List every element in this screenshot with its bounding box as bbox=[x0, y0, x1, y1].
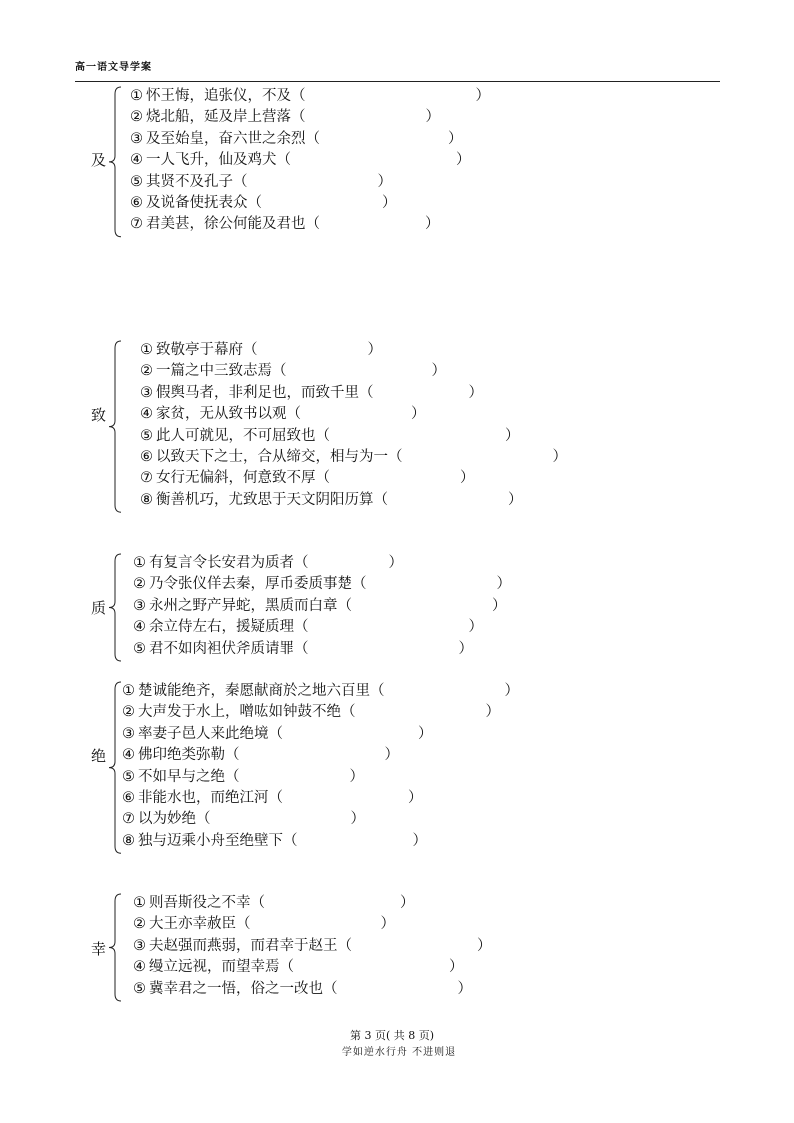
closing-paren: ） bbox=[475, 88, 490, 104]
closing-paren: ） bbox=[468, 384, 483, 401]
closing-paren: ） bbox=[350, 811, 365, 828]
group-character: 绝 bbox=[91, 747, 107, 765]
closing-paren: ） bbox=[380, 916, 395, 933]
item-number: ⑧ bbox=[122, 832, 135, 849]
group-character: 致 bbox=[91, 406, 107, 424]
item-text: 其贤不及孔子（ bbox=[146, 173, 248, 190]
group-character: 及 bbox=[91, 151, 107, 169]
closing-paren: ） bbox=[456, 152, 471, 169]
item-number: ④ bbox=[130, 152, 143, 169]
item-text: 率妻子邑人来此绝境（ bbox=[138, 725, 283, 742]
item-text: 一人飞升，仙及鸡犬（ bbox=[146, 152, 291, 169]
closing-paren: ） bbox=[349, 768, 364, 785]
closing-paren: ） bbox=[418, 725, 433, 742]
closing-paren: ） bbox=[425, 109, 440, 126]
closing-paren: ） bbox=[411, 406, 426, 423]
item-number: ④ bbox=[133, 959, 146, 976]
item-text: 余立侍左右，援疑质理（ bbox=[149, 619, 309, 636]
exercise-item bbox=[133, 596, 511, 617]
exercise-item bbox=[133, 893, 492, 914]
group-character: 质 bbox=[91, 599, 107, 617]
item-text: 独与迈乘小舟至绝壁下（ bbox=[138, 832, 298, 849]
item-number: ⑤ bbox=[122, 768, 135, 785]
item-text: 此人可就见，不可屈致也（ bbox=[156, 427, 330, 444]
item-text: 君不如肉袒伏斧质请罪（ bbox=[149, 640, 309, 657]
exercise-item bbox=[130, 129, 490, 150]
item-text: 有复言令长安君为质者（ bbox=[149, 555, 309, 571]
item-number: ⑤ bbox=[140, 427, 153, 444]
item-number: ⑥ bbox=[140, 448, 153, 465]
closing-paren: ） bbox=[552, 448, 567, 465]
exercise-item bbox=[140, 404, 567, 425]
exercise-item bbox=[122, 809, 519, 830]
item-number: ⑦ bbox=[140, 470, 153, 487]
item-text: 佛印绝类弥勒（ bbox=[138, 747, 240, 764]
closing-paren: ） bbox=[388, 555, 403, 571]
item-text: 烧北船，延及岸上营落（ bbox=[146, 109, 306, 126]
item-text: 大声发于水上，噌吰如钟鼓不绝（ bbox=[138, 704, 356, 721]
item-number: ⑧ bbox=[140, 491, 153, 508]
item-text: 以致天下之士，合从缔交，相与为一（ bbox=[156, 448, 403, 465]
item-text: 及说备使抚表众（ bbox=[146, 194, 262, 211]
closing-paren: ） bbox=[425, 216, 440, 233]
left-brace-icon bbox=[108, 86, 122, 238]
item-text: 大王亦幸赦臣（ bbox=[149, 916, 251, 933]
item-number: ① bbox=[122, 683, 135, 699]
item-number: ③ bbox=[140, 384, 153, 401]
exercise-item bbox=[122, 702, 519, 723]
footer-motto: 学如逆水行舟 不进则退 bbox=[341, 1047, 457, 1058]
item-text: 永州之野产异蛇，黑质而白章（ bbox=[149, 597, 352, 614]
item-text: 缦立远视，而望幸焉（ bbox=[149, 959, 294, 976]
group-character: 幸 bbox=[91, 940, 107, 958]
closing-paren: ） bbox=[457, 980, 472, 997]
item-text: 夫赵强而燕弱，而君幸于赵王（ bbox=[149, 937, 352, 954]
closing-paren: ） bbox=[485, 704, 500, 721]
closing-paren: ） bbox=[412, 832, 427, 849]
exercise-item bbox=[133, 617, 511, 638]
exercise-item bbox=[122, 681, 519, 702]
item-number: ⑤ bbox=[133, 640, 146, 657]
closing-paren: ） bbox=[492, 597, 507, 614]
exercise-item bbox=[122, 767, 519, 788]
item-number: ④ bbox=[122, 747, 135, 764]
item-text: 乃令张仪佯去秦，厚币委质事楚（ bbox=[149, 576, 367, 593]
item-text: 冀幸君之一悟，俗之一改也（ bbox=[149, 980, 338, 997]
exercise-item bbox=[133, 936, 492, 957]
closing-paren: ） bbox=[382, 194, 397, 211]
exercise-item bbox=[130, 86, 490, 107]
exercise-item bbox=[130, 107, 490, 128]
closing-paren: ） bbox=[504, 683, 519, 699]
page-number: 第 3 页( 共 8 页) bbox=[349, 1029, 435, 1042]
exercise-item bbox=[122, 831, 519, 852]
item-text: 楚诚能绝齐，秦愿献商於之地六百里（ bbox=[138, 683, 385, 699]
item-text: 君美甚，徐公何能及君也（ bbox=[146, 216, 320, 233]
item-text: 衡善机巧，尤致思于天文阴阳历算（ bbox=[156, 491, 388, 508]
item-number: ① bbox=[133, 555, 146, 571]
closing-paren: ） bbox=[448, 130, 463, 147]
item-text: 则吾斯役之不幸（ bbox=[149, 895, 265, 911]
item-number: ① bbox=[130, 88, 143, 104]
exercise-item bbox=[130, 150, 490, 171]
item-text: 非能水也，而绝江河（ bbox=[138, 789, 283, 806]
item-text: 假舆马者，非利足也，而致千里（ bbox=[156, 384, 374, 401]
closing-paren: ） bbox=[367, 342, 382, 358]
item-text: 一篇之中三致志焉（ bbox=[156, 363, 287, 380]
exercise-item bbox=[130, 214, 490, 235]
item-number: ② bbox=[133, 576, 146, 593]
item-number: ④ bbox=[140, 406, 153, 423]
exercise-item bbox=[133, 914, 492, 935]
exercise-item bbox=[130, 193, 490, 214]
closing-paren: ） bbox=[460, 470, 475, 487]
item-text: 以为妙绝（ bbox=[138, 811, 211, 828]
document-header: 高一语文导学案 bbox=[75, 62, 152, 73]
exercise-item bbox=[140, 340, 567, 361]
closing-paren: ） bbox=[408, 789, 423, 806]
left-brace-icon bbox=[108, 893, 122, 1002]
item-number: ③ bbox=[122, 725, 135, 742]
exercise-item bbox=[130, 172, 490, 193]
exercise-item bbox=[122, 788, 519, 809]
exercise-item bbox=[140, 468, 567, 489]
exercise-item bbox=[140, 490, 567, 511]
header-rule bbox=[75, 81, 720, 82]
item-text: 不如早与之绝（ bbox=[138, 768, 240, 785]
item-number: ④ bbox=[133, 619, 146, 636]
exercise-item bbox=[122, 745, 519, 766]
item-number: ③ bbox=[130, 130, 143, 147]
closing-paren: ） bbox=[477, 937, 492, 954]
exercise-item bbox=[133, 979, 492, 1000]
exercise-item bbox=[133, 553, 511, 574]
closing-paren: ） bbox=[384, 747, 399, 764]
item-text: 家贫，无从致书以观（ bbox=[156, 406, 301, 423]
item-number: ① bbox=[140, 342, 153, 358]
closing-paren: ） bbox=[431, 363, 446, 380]
closing-paren: ） bbox=[400, 895, 415, 911]
item-number: ⑤ bbox=[130, 173, 143, 190]
exercise-item bbox=[133, 639, 511, 660]
exercise-item bbox=[133, 574, 511, 595]
closing-paren: ） bbox=[458, 640, 473, 657]
closing-paren: ） bbox=[505, 427, 520, 444]
left-brace-icon bbox=[108, 553, 122, 662]
exercise-item bbox=[122, 724, 519, 745]
left-brace-icon bbox=[108, 681, 122, 854]
item-number: ① bbox=[133, 895, 146, 911]
closing-paren: ） bbox=[508, 491, 523, 508]
item-number: ③ bbox=[133, 597, 146, 614]
left-brace-icon bbox=[108, 340, 122, 513]
item-number: ⑦ bbox=[122, 811, 135, 828]
item-number: ⑦ bbox=[130, 216, 143, 233]
exercise-item bbox=[133, 957, 492, 978]
item-text: 及至始皇，奋六世之余烈（ bbox=[146, 130, 320, 147]
item-number: ② bbox=[122, 704, 135, 721]
closing-paren: ） bbox=[377, 173, 392, 190]
item-number: ⑥ bbox=[122, 789, 135, 806]
exercise-item bbox=[140, 426, 567, 447]
item-number: ② bbox=[140, 363, 153, 380]
exercise-item bbox=[140, 383, 567, 404]
item-text: 女行无偏斜，何意致不厚（ bbox=[156, 470, 330, 487]
item-number: ⑥ bbox=[130, 194, 143, 211]
closing-paren: ） bbox=[496, 576, 511, 593]
item-text: 怀王悔，追张仪，不及（ bbox=[146, 88, 306, 104]
item-number: ② bbox=[130, 109, 143, 126]
item-number: ⑤ bbox=[133, 980, 146, 997]
item-text: 致敬亭于幕府（ bbox=[156, 342, 258, 358]
item-number: ② bbox=[133, 916, 146, 933]
closing-paren: ） bbox=[468, 619, 483, 636]
exercise-item bbox=[140, 447, 567, 468]
closing-paren: ） bbox=[449, 959, 464, 976]
exercise-item bbox=[140, 361, 567, 382]
item-number: ③ bbox=[133, 937, 146, 954]
